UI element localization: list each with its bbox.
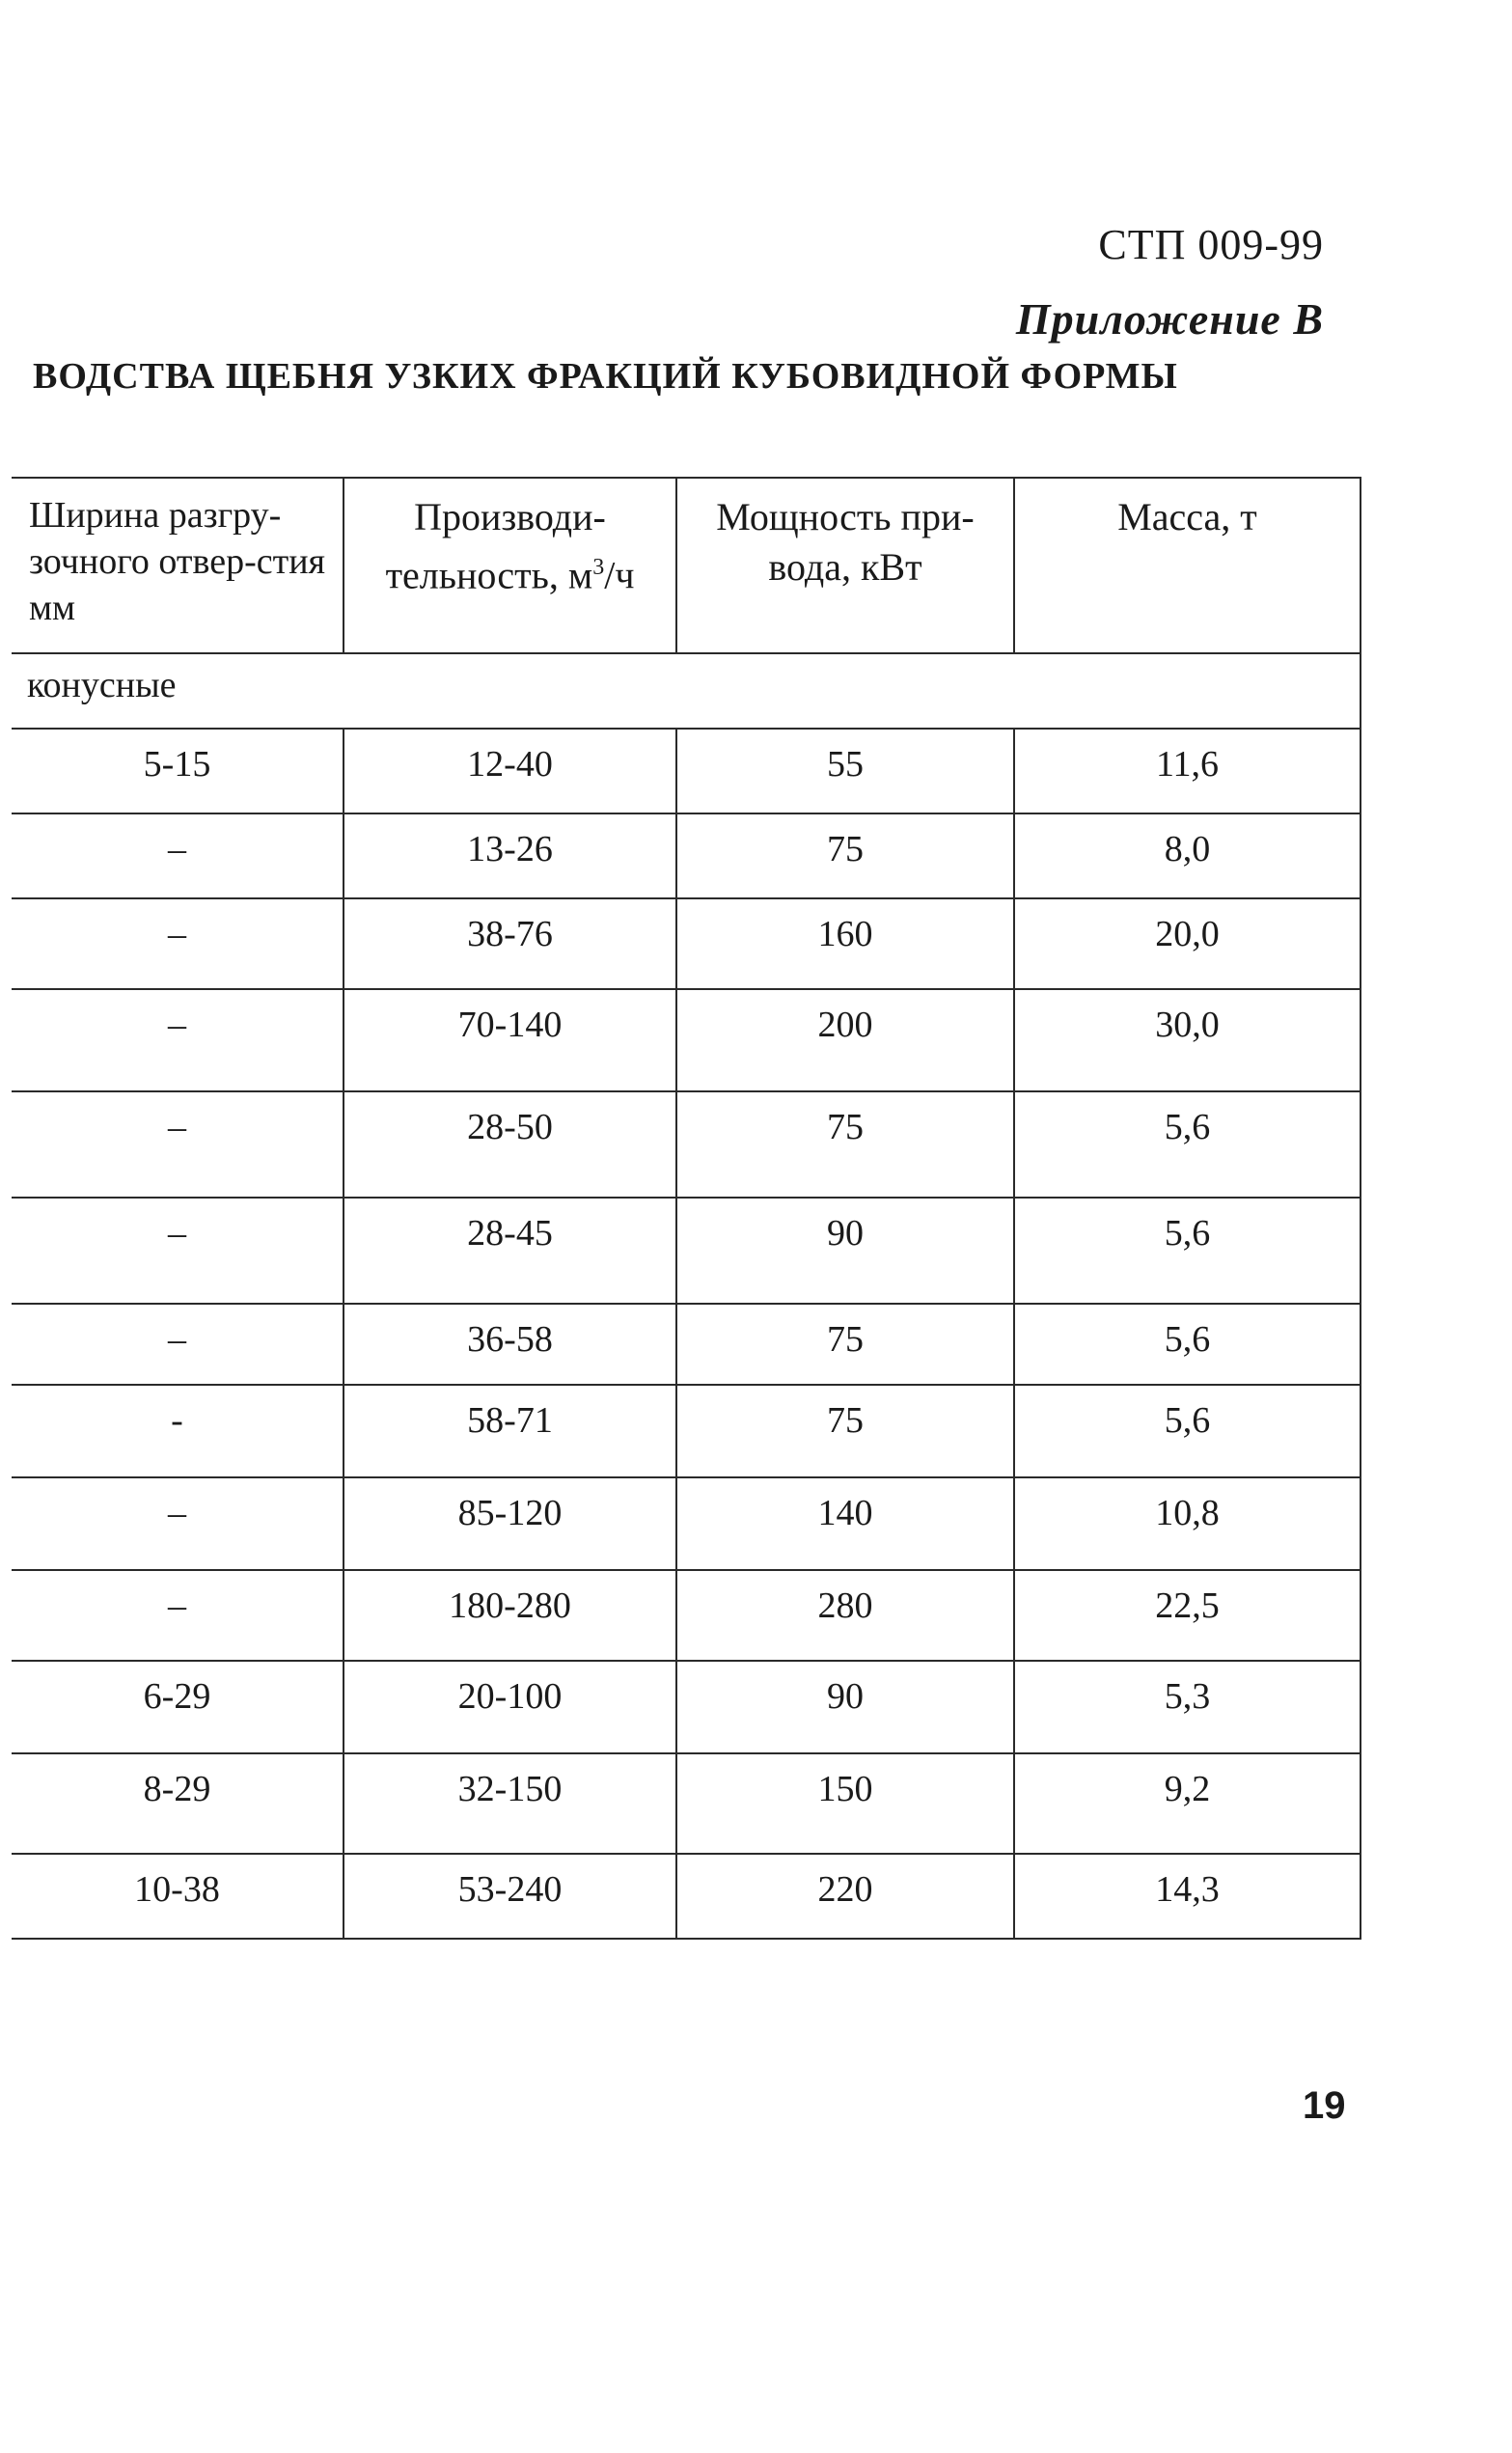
cell-width: 8-29 [12,1753,344,1854]
column-header-width: Ширина разгру-зочного отвер-стия мм [12,478,344,653]
table-row [12,1753,1361,1854]
cell-capacity: 28-45 [344,1198,676,1304]
table-row [12,1661,1361,1753]
cell-power: 220 [676,1854,1014,1939]
cell-width: – [12,1304,344,1385]
cell-power: 75 [676,813,1014,898]
cell-power: 55 [676,729,1014,813]
cell-mass: 5,6 [1014,1385,1361,1477]
column-header-power: Мощность при-вода, кВт [676,478,1014,653]
cell-power: 75 [676,1091,1014,1198]
page-number: 19 [1303,2084,1346,2127]
cell-capacity: 58-71 [344,1385,676,1477]
table-body [12,729,1361,1939]
table-row [12,1854,1361,1939]
cell-mass: 10,8 [1014,1477,1361,1570]
appendix-label: Приложение В [1015,294,1324,344]
table-row [12,898,1361,989]
cell-power: 160 [676,898,1014,989]
cell-capacity: 53-240 [344,1854,676,1939]
cell-power: 75 [676,1304,1014,1385]
cell-width: – [12,1198,344,1304]
table-row [12,1091,1361,1198]
cell-mass: 5,3 [1014,1661,1361,1753]
cell-mass: 9,2 [1014,1753,1361,1854]
cell-power: 280 [676,1570,1014,1661]
cell-mass: 5,6 [1014,1091,1361,1198]
cell-capacity: 28-50 [344,1091,676,1198]
section-label: конусные [12,653,1361,729]
column-header-capacity-sup: 3 [592,555,605,580]
cell-mass: 14,3 [1014,1854,1361,1939]
cell-power: 150 [676,1753,1014,1854]
cell-power: 90 [676,1198,1014,1304]
cell-capacity: 13-26 [344,813,676,898]
cell-capacity: 36-58 [344,1304,676,1385]
column-header-mass: Масса, т [1014,478,1361,653]
cell-capacity: 180-280 [344,1570,676,1661]
table-row [12,1570,1361,1661]
cell-capacity: 70-140 [344,989,676,1091]
cell-power: 90 [676,1661,1014,1753]
cell-width: – [12,813,344,898]
cell-width: – [12,898,344,989]
table-title: ВОДСТВА ЩЕБНЯ УЗКИХ ФРАКЦИЙ КУБОВИДНОЙ ФОРМЫ [33,356,1178,397]
cell-power: 75 [676,1385,1014,1477]
cell-mass: 8,0 [1014,813,1361,898]
cell-width: – [12,1091,344,1198]
cell-mass: 22,5 [1014,1570,1361,1661]
cell-capacity: 38-76 [344,898,676,989]
cell-capacity: 85-120 [344,1477,676,1570]
cell-power: 200 [676,989,1014,1091]
cell-capacity: 32-150 [344,1753,676,1854]
section-row [12,653,1361,729]
specs-table [12,477,1361,1940]
table-row [12,1304,1361,1385]
cell-width: - [12,1385,344,1477]
cell-capacity: 12-40 [344,729,676,813]
cell-width: 5-15 [12,729,344,813]
cell-power: 140 [676,1477,1014,1570]
cell-mass: 11,6 [1014,729,1361,813]
table-row [12,989,1361,1091]
table-row [12,1385,1361,1477]
cell-width: 10-38 [12,1854,344,1939]
column-header-capacity-text: Производи-тельность, м [385,495,606,597]
cell-width: – [12,989,344,1091]
table-row [12,1477,1361,1570]
cell-mass: 20,0 [1014,898,1361,989]
cell-width: – [12,1477,344,1570]
cell-mass: 5,6 [1014,1198,1361,1304]
column-header-capacity [344,478,676,653]
cell-capacity: 20-100 [344,1661,676,1753]
table-row [12,1198,1361,1304]
cell-mass: 30,0 [1014,989,1361,1091]
table-row [12,729,1361,813]
document-code: СТП 009-99 [1098,221,1324,268]
table-row [12,813,1361,898]
cell-mass: 5,6 [1014,1304,1361,1385]
cell-width: – [12,1570,344,1661]
table-header-row [12,478,1361,653]
cell-width: 6-29 [12,1661,344,1753]
column-header-capacity-suffix: /ч [604,553,635,597]
